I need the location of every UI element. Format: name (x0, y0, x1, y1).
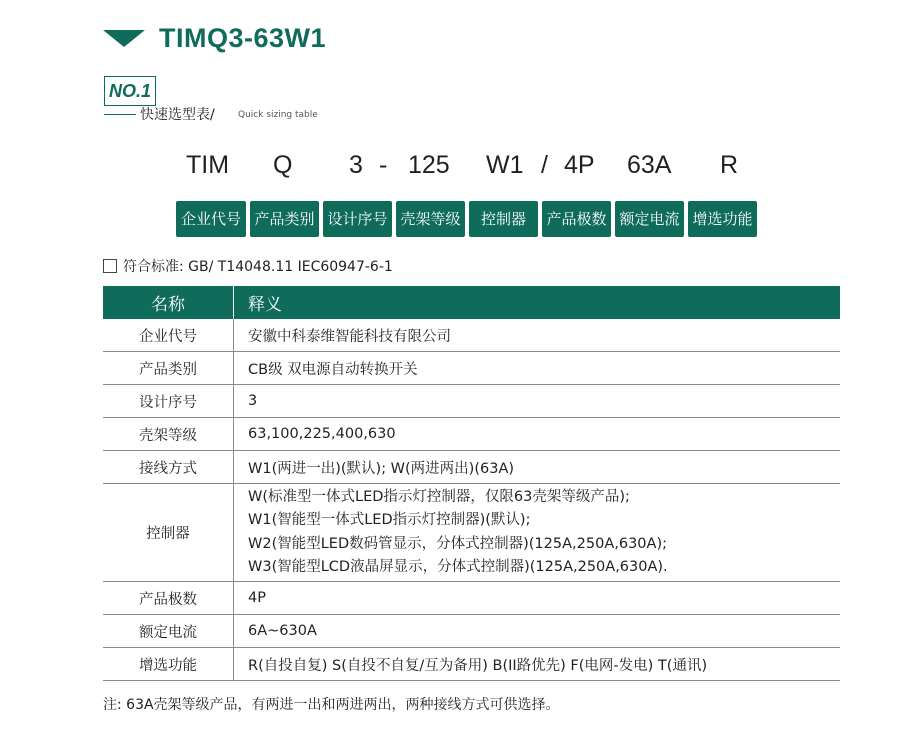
row-value: W1(两进一出)(默认); W(两进两出)(63A) (234, 451, 841, 484)
row-name: 设计序号 (103, 385, 234, 418)
badge-company-code: 企业代号 (176, 201, 246, 237)
code-part: 125 (408, 151, 450, 179)
row-value-line: W1(智能型一体式LED指示灯控制器)(默认); (248, 512, 531, 529)
badge-product-category: 产品类别 (250, 201, 319, 237)
row-value-line: W2(智能型LED数码管显示，分体式控制器)(125A,250A,630A); (248, 535, 667, 552)
section-underline (104, 114, 136, 115)
row-name: 额定电流 (103, 615, 234, 648)
row-value: 6A~630A (234, 615, 841, 648)
row-name: 产品极数 (103, 582, 234, 615)
code-part: Q (273, 151, 293, 179)
section-title-en: Quick sizing table (238, 110, 318, 120)
table-row (103, 319, 840, 352)
row-name: 壳架等级 (103, 418, 234, 451)
table-row (103, 418, 840, 451)
code-part: R (720, 151, 739, 179)
row-name: 接线方式 (103, 451, 234, 484)
badge-rated-current: 额定电流 (615, 201, 684, 237)
page-title: TIMQ3-63W1 (159, 22, 327, 53)
row-value: R(自投自复) S(自投不自复/互为备用) B(II路优先) F(电网-发电) T(通讯) (234, 648, 841, 681)
table-row (103, 615, 840, 648)
code-part: TIM (186, 151, 230, 179)
footnote: 注: 63A壳架等级产品，有两进一出和两进两出，两种接线方式可供选择。 (103, 697, 560, 713)
row-value: 3 (234, 385, 841, 418)
code-legend (176, 201, 757, 237)
badge-optional-function: 增选功能 (688, 201, 757, 237)
row-value: CB级 双电源自动转换开关 (234, 352, 841, 385)
table-row (103, 385, 840, 418)
section-title-cn: 快速选型表/ (140, 107, 215, 123)
row-value: 4P (234, 582, 841, 615)
row-value: 安徽中科泰维智能科技有限公司 (234, 319, 841, 352)
code-part: 63A (627, 151, 672, 179)
table-row (103, 352, 840, 385)
code-part: - (379, 151, 388, 179)
checkbox-icon (103, 259, 117, 273)
row-value-line: W3(智能型LCD液晶屏显示，分体式控制器)(125A,250A,630A). (248, 558, 668, 575)
badge-controller: 控制器 (469, 201, 538, 237)
model-code (0, 151, 913, 187)
code-part: W1 (486, 151, 524, 179)
table-row (103, 648, 840, 681)
code-part: / (541, 151, 548, 179)
badge-poles: 产品极数 (542, 201, 611, 237)
triangle-marker-icon (103, 30, 145, 47)
table-row (103, 582, 840, 615)
column-header-meaning: 释义 (234, 286, 841, 319)
column-header-name: 名称 (103, 286, 234, 319)
section-number: NO.1 (104, 76, 156, 106)
spec-table (103, 286, 840, 681)
row-value-multiline (234, 484, 841, 582)
standard-line (103, 256, 393, 276)
row-value-line: W(标准型一体式LED指示灯控制器，仅限63壳架等级产品); (248, 488, 630, 505)
code-part: 4P (564, 151, 595, 179)
row-value: 63,100,225,400,630 (234, 418, 841, 451)
badge-design-number: 设计序号 (323, 201, 392, 237)
page-header (103, 18, 326, 58)
row-name: 企业代号 (103, 319, 234, 352)
standard-text: 符合标准: GB/ T14048.11 IEC60947-6-1 (123, 259, 393, 275)
table-row (103, 484, 840, 582)
table-header-row (103, 286, 840, 319)
table-row (103, 451, 840, 484)
row-name: 控制器 (103, 484, 234, 582)
code-part: 3 (349, 151, 363, 179)
row-name: 增选功能 (103, 648, 234, 681)
badge-frame-grade: 壳架等级 (396, 201, 465, 237)
row-name: 产品类别 (103, 352, 234, 385)
